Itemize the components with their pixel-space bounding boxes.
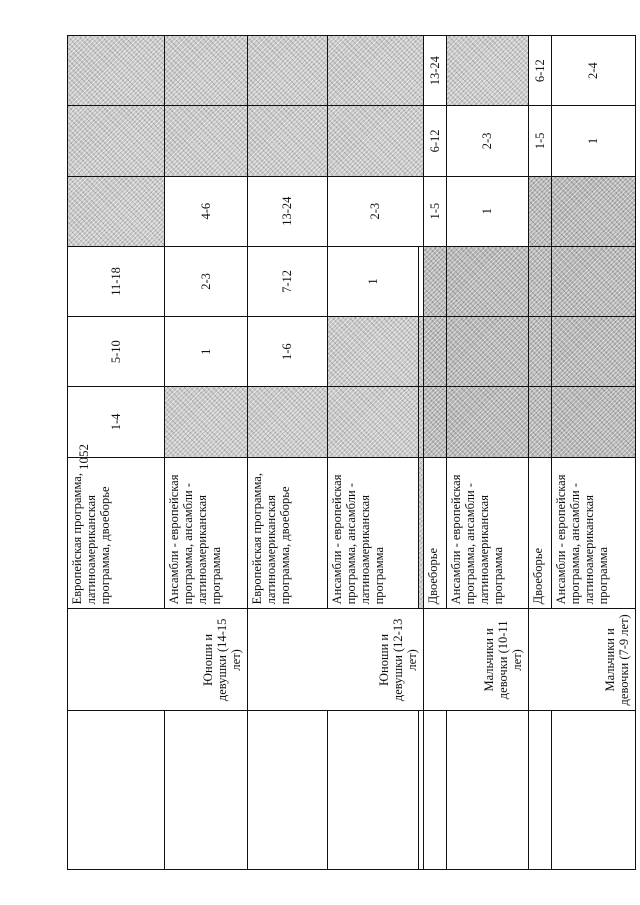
table-cell: 1 xyxy=(447,176,529,246)
shaded-cell xyxy=(551,246,635,316)
table-cell: 13-24 xyxy=(247,176,327,246)
empty-leading-cell xyxy=(447,711,529,870)
shaded-cell xyxy=(528,246,551,316)
empty-leading-cell xyxy=(528,711,551,870)
shaded-cell xyxy=(551,317,635,387)
shaded-cell xyxy=(68,36,165,106)
age-group-cell: Юноши и девушки (14-15 лет) xyxy=(68,609,248,711)
table-cell: 2-3 xyxy=(327,176,424,246)
shaded-cell xyxy=(327,317,418,387)
table-cell: 5-10 xyxy=(68,317,165,387)
table-cell: 2-4 xyxy=(551,36,635,106)
rotated-table-container xyxy=(67,35,636,870)
empty-leading-cell xyxy=(164,711,247,870)
table-cell: 1-6 xyxy=(247,317,327,387)
shaded-cell xyxy=(447,246,529,316)
program-cell: Ансамбли - европейская программа, ансамбли - латиноамериканская программа xyxy=(551,457,635,609)
program-cell: Двоеборье xyxy=(528,457,551,609)
shaded-cell xyxy=(447,387,529,457)
empty-leading-cell xyxy=(68,711,165,870)
shaded-cell xyxy=(164,36,247,106)
program-cell: Ансамбли - европейская программа, ансамбли - латиноамериканская программа xyxy=(327,457,418,609)
age-group-cell: Мальчики и девочки (10-11 лет) xyxy=(424,609,529,711)
shaded-cell xyxy=(528,317,551,387)
table-cell: 1 xyxy=(327,246,418,316)
program-cell: Европейская программа, латиноамериканская программа, двоеборье xyxy=(68,457,165,609)
shaded-cell xyxy=(424,246,447,316)
shaded-cell xyxy=(447,317,529,387)
program-cell: Европейская программа, латиноамериканская программа, двоеборье xyxy=(247,457,327,609)
empty-leading-cell xyxy=(424,711,447,870)
shaded-cell xyxy=(327,36,424,106)
table-cell: 1-5 xyxy=(424,176,447,246)
table-cell: 13-24 xyxy=(424,36,447,106)
category-table xyxy=(67,35,636,870)
table-cell: 1-5 xyxy=(528,106,551,176)
shaded-cell xyxy=(528,176,551,246)
empty-leading-cell xyxy=(327,711,418,870)
table-cell: 6-12 xyxy=(424,106,447,176)
shaded-cell xyxy=(327,387,418,457)
page-number: 1052 xyxy=(76,444,91,470)
shaded-cell xyxy=(551,387,635,457)
shaded-cell xyxy=(164,387,247,457)
table-cell: 2-3 xyxy=(447,106,529,176)
program-cell: Двоеборье xyxy=(424,457,447,609)
empty-leading-cell xyxy=(551,711,635,870)
table-cell: 7-12 xyxy=(247,246,327,316)
shaded-cell xyxy=(68,106,165,176)
program-cell: Ансамбли - европейская программа, ансамбли - латиноамериканская программа xyxy=(447,457,529,609)
program-cell: Ансамбли - европейская программа, ансамбли - латиноамериканская программа xyxy=(164,457,247,609)
table-cell: 2-3 xyxy=(164,246,247,316)
age-group-cell: Мальчики и девочки (7-9 лет) xyxy=(528,609,635,711)
shaded-cell xyxy=(424,317,447,387)
shaded-cell xyxy=(528,387,551,457)
shaded-cell xyxy=(247,36,327,106)
shaded-cell xyxy=(424,387,447,457)
table-cell: 1-4 xyxy=(68,387,165,457)
table-cell: 1 xyxy=(164,317,247,387)
empty-leading-cell xyxy=(247,711,327,870)
shaded-cell xyxy=(164,106,247,176)
shaded-cell xyxy=(327,106,424,176)
shaded-cell xyxy=(447,36,529,106)
shaded-cell xyxy=(247,106,327,176)
table-cell: 4-6 xyxy=(164,176,247,246)
shaded-cell xyxy=(551,176,635,246)
table-cell: 6-12 xyxy=(528,36,551,106)
shaded-cell xyxy=(247,387,327,457)
table-cell: 1 xyxy=(551,106,635,176)
shaded-cell xyxy=(68,176,165,246)
table-cell: 11-18 xyxy=(68,246,165,316)
age-group-cell: Юноши и девушки (12-13 лет) xyxy=(247,609,423,711)
